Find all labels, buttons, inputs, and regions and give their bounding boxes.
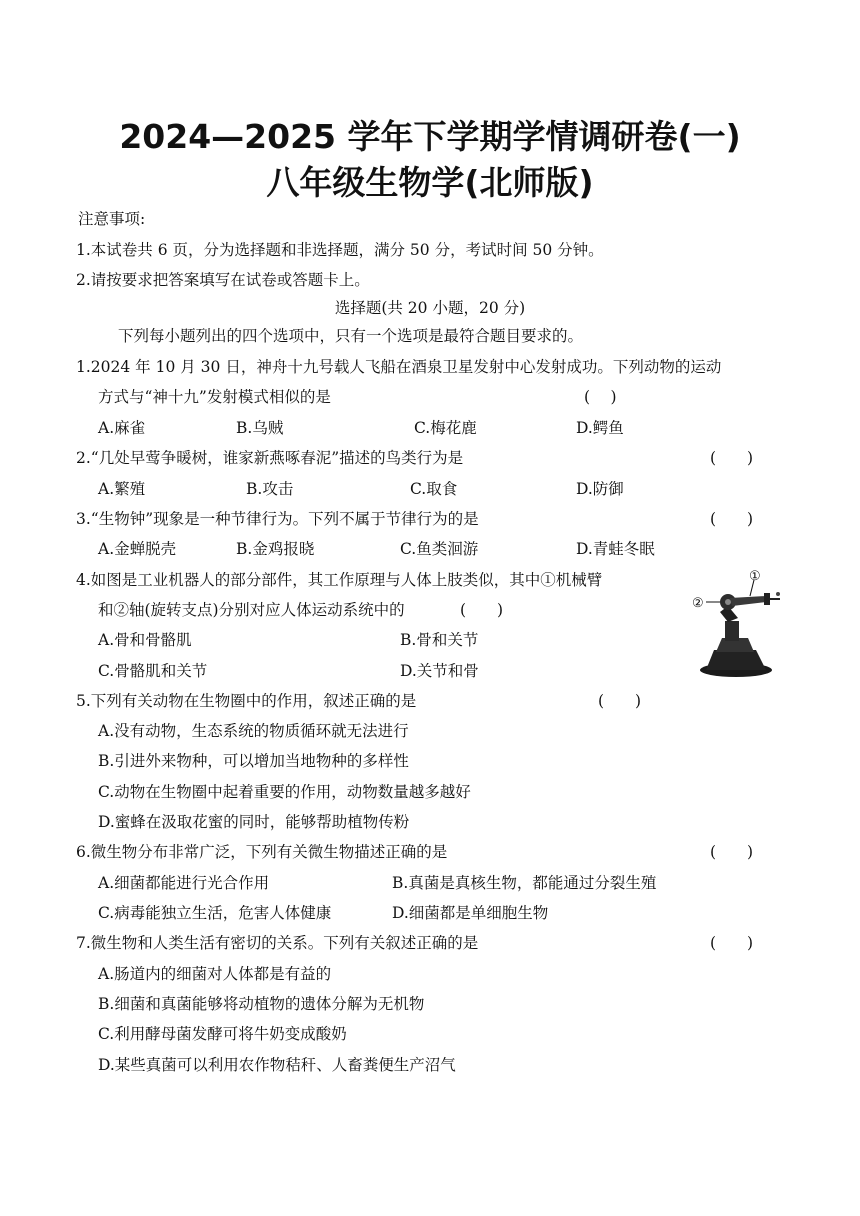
notes-heading: 注意事项: (78, 210, 146, 228)
robot-arm-figure (692, 566, 784, 678)
option: A.金蝉脱壳 (98, 540, 177, 558)
option: B.攻击 (246, 480, 294, 498)
answer-bracket[interactable]: ( ) (460, 601, 504, 619)
figure-label-1: ① (749, 569, 761, 584)
question-stem: 和②轴(旋转支点)分别对应人体运动系统中的 (98, 601, 405, 619)
option: B.骨和关节 (400, 631, 479, 649)
figure-label-2: ② (692, 596, 704, 611)
question-stem: 5.下列有关动物在生物圈中的作用，叙述正确的是 (76, 692, 417, 710)
option: B.真菌是真核生物，都能通过分裂生殖 (392, 874, 657, 892)
question-stem: 6.微生物分布非常广泛，下列有关微生物描述正确的是 (76, 843, 448, 861)
answer-bracket[interactable]: ( ) (598, 692, 642, 710)
option: B.细菌和真菌能够将动植物的遗体分解为无机物 (98, 995, 425, 1013)
option: C.利用酵母菌发酵可将牛奶变成酸奶 (98, 1025, 347, 1043)
option: B.金鸡报晓 (236, 540, 315, 558)
answer-bracket[interactable]: ( ) (710, 843, 754, 861)
question-stem: 3.“生物钟”现象是一种节律行为。下列不属于节律行为的是 (76, 510, 479, 528)
question-stem: 方式与“神十九”发射模式相似的是 (98, 388, 331, 406)
note-item: 2.请按要求把答案填写在试卷或答题卡上。 (76, 271, 370, 289)
answer-bracket[interactable]: ( ) (584, 388, 617, 406)
option: A.细菌都能进行光合作用 (98, 874, 270, 892)
option: A.没有动物，生态系统的物质循环就无法进行 (98, 722, 409, 740)
question-stem: 7.微生物和人类生活有密切的关系。下列有关叙述正确的是 (76, 934, 479, 952)
option: C.梅花鹿 (414, 419, 477, 437)
option: D.青蛙冬眠 (576, 540, 655, 558)
option: D.关节和骨 (400, 662, 479, 680)
question-stem: 1.2024 年 10 月 30 日，神舟十九号载人飞船在酒泉卫星发射中心发射成功。下列动物的运动 (76, 358, 722, 376)
section-instruction: 下列每小题列出的四个选项中，只有一个选项是最符合题目要求的。 (118, 327, 584, 345)
option: C.病毒能独立生活，危害人体健康 (98, 904, 332, 922)
answer-bracket[interactable]: ( ) (710, 449, 754, 467)
option: D.细菌都是单细胞生物 (392, 904, 549, 922)
option: C.取食 (410, 480, 458, 498)
option: B.乌贼 (236, 419, 284, 437)
section-title: 选择题(共 20 小题，20 分) (334, 299, 526, 317)
option: A.麻雀 (98, 419, 146, 437)
question-stem: 4.如图是工业机器人的部分部件，其工作原理与人体上肢类似，其中①机械臂 (76, 571, 603, 589)
exam-subtitle: 八年级生物学(北师版) (266, 163, 594, 202)
option: C.骨骼肌和关节 (98, 662, 208, 680)
option: A.繁殖 (98, 480, 146, 498)
option: A.肠道内的细菌对人体都是有益的 (98, 965, 332, 983)
option: A.骨和骨骼肌 (98, 631, 192, 649)
option: D.鳄鱼 (576, 419, 624, 437)
option: D.蜜蜂在汲取花蜜的同时，能够帮助植物传粉 (98, 813, 410, 831)
note-item: 1.本试卷共 6 页，分为选择题和非选择题，满分 50 分，考试时间 50 分钟。 (76, 241, 604, 259)
option: D.防御 (576, 480, 624, 498)
answer-bracket[interactable]: ( ) (710, 934, 754, 952)
option: B.引进外来物种，可以增加当地物种的多样性 (98, 752, 409, 770)
option: C.动物在生物圈中起着重要的作用，动物数量越多越好 (98, 783, 471, 801)
answer-bracket[interactable]: ( ) (710, 510, 754, 528)
question-stem: 2.“几处早莺争暖树，谁家新燕啄春泥”描述的鸟类行为是 (76, 449, 464, 467)
option: D.某些真菌可以利用农作物秸秆、人畜粪便生产沼气 (98, 1056, 456, 1074)
exam-title: 2024—2025 学年下学期学情调研卷(一) (119, 117, 741, 156)
option: C.鱼类洄游 (400, 540, 479, 558)
